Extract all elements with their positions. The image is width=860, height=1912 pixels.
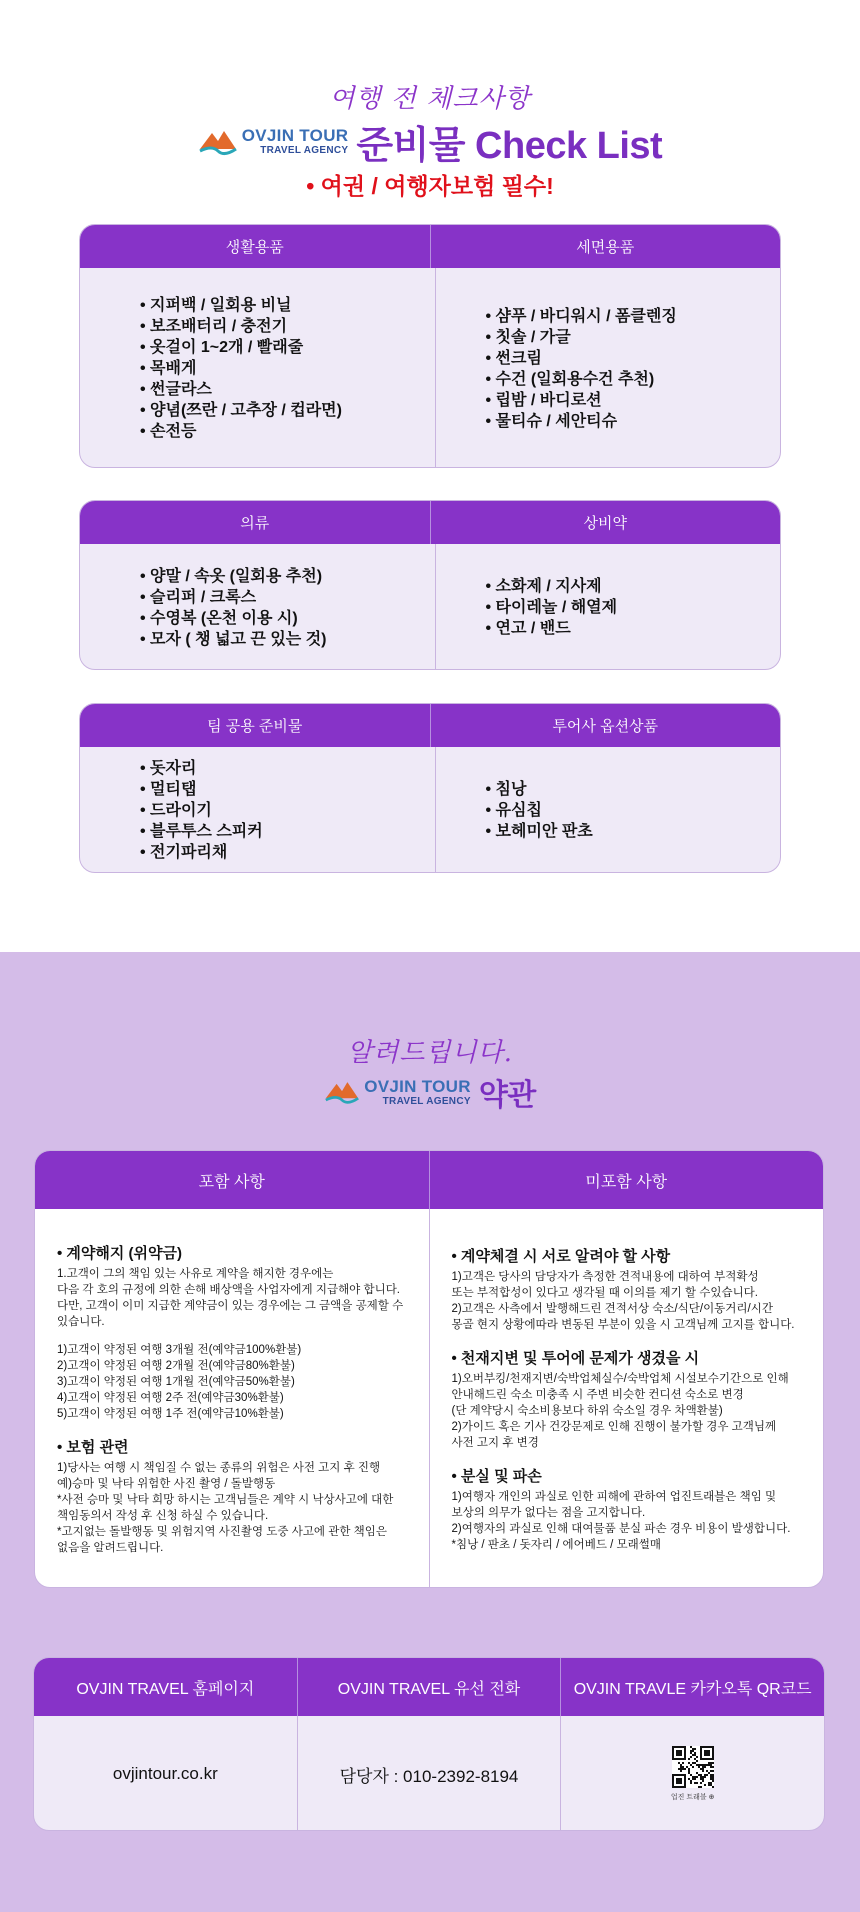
terms-line: 사전 고지 후 변경	[451, 1437, 539, 1449]
checklist-column-header: 상비약	[430, 501, 781, 544]
terms-line: 다만, 고객이 이미 지급한 계약금이 있는 경우에는 그 금액을 공제할 수	[57, 1300, 404, 1312]
checklist-script-title: 여행 전 체크사항	[329, 84, 531, 114]
checklist-brand-row	[0, 114, 860, 169]
checklist-item: • 립밤 / 바디로션	[486, 390, 677, 411]
phone-header: OVJIN TRAVEL 유선 전화	[297, 1658, 561, 1716]
checklist-items	[486, 779, 593, 842]
terms-line: *침낭 / 판초 / 돗자리 / 에어베드 / 모래썰매	[451, 1539, 661, 1551]
contact-table	[33, 1657, 825, 1831]
terms-line: (단 계약당시 숙소비용보다 하위 숙소일 경우 차액환불)	[451, 1405, 723, 1417]
checklist-column-header: 팀 공용 준비물	[207, 718, 303, 735]
qr-caption: 업진 트래블 ⊕	[670, 1794, 715, 1801]
checklist-table	[79, 500, 781, 670]
terms-line: 2)여행자의 과실로 인해 대여물품 분실 파손 경우 비용이 발생합니다.	[451, 1523, 791, 1535]
checklist-item: • 샴푸 / 바디워시 / 폼클렌징	[486, 306, 677, 327]
terms-line: *사전 승마 및 낙타 희망 하시는 고객님들은 계약 시 낙상사고에 대한	[57, 1494, 394, 1506]
checklist-item: • 수영복 (온천 이용 시)	[140, 608, 326, 629]
checklist-items	[140, 295, 342, 442]
included-header: 포함 사항	[198, 1173, 265, 1191]
terms-brand-row	[0, 1070, 860, 1114]
terms-line: 1)오버부킹/천재지변/숙박업체실수/숙박업체 시설보수기간으로 인해	[451, 1373, 789, 1385]
checklist-item: • 수건 (일회용수건 추천)	[486, 369, 677, 390]
checklist-item: • 물티슈 / 세안티슈	[486, 411, 677, 432]
logo-sub-text: TRAVEL AGENCY	[260, 145, 349, 156]
terms-section-title: • 계약체결 시 서로 알려야 할 사항	[452, 1245, 802, 1266]
checklist-item: • 양념(쯔란 / 고추장 / 컵라면)	[140, 400, 342, 421]
checklist-item: • 소화제 / 지사제	[486, 576, 618, 597]
checklist-column	[80, 268, 435, 468]
checklist-column	[80, 747, 435, 873]
kakao-qr-header: OVJIN TRAVLE 카카오톡 QR코드	[560, 1658, 824, 1716]
checklist-item: • 돗자리	[140, 758, 263, 779]
logo-main-text: OVJIN TOUR	[241, 126, 349, 145]
terms-line: 안내해드린 숙소 미충족 시 주변 비슷한 컨디션 숙소로 변경	[451, 1389, 744, 1401]
checklist-item: • 블루투스 스피커	[140, 821, 263, 842]
terms-line: 책임동의서 작성 후 신청 하실 수 있습니다.	[57, 1510, 269, 1522]
terms-line: 또는 부적합성이 있다고 생각될 때 이의를 제기 할 수있습니다.	[451, 1287, 758, 1299]
terms-line: 2)가이드 혹은 기사 건강문제로 인해 진행이 불가할 경우 고객님께	[451, 1421, 777, 1433]
website-header: OVJIN TRAVEL 홈페이지	[76, 1680, 255, 1698]
checklist-items	[140, 566, 326, 650]
checklist-item: • 목배게	[140, 358, 342, 379]
checklist-item: • 멀티탭	[140, 779, 263, 800]
checklist-item: • 지퍼백 / 일회용 비닐	[140, 295, 342, 316]
included-column	[35, 1209, 429, 1588]
checklist-item: • 침낭	[486, 779, 593, 800]
checklist-item: • 양말 / 속옷 (일회용 추천)	[140, 566, 326, 587]
checklist-column-header: 생활용품	[225, 239, 284, 256]
terms-title: 약관	[478, 1079, 536, 1112]
checklist-section	[0, 0, 860, 952]
terms-section-title: • 분실 및 파손	[452, 1465, 802, 1486]
checklist-column-header: 의류	[240, 515, 270, 532]
checklist-item: • 손전등	[140, 421, 342, 442]
checklist-title: 준비물 Check List	[356, 125, 663, 167]
terms-line: 1)여행자 개인의 과실로 인한 피해에 관하여 업진트래블은 책임 및	[451, 1491, 777, 1503]
checklist-items	[486, 576, 618, 639]
terms-line: 2)고객이 약정된 여행 2개월 전(예약금80%환불)	[57, 1360, 295, 1372]
checklist-column	[80, 544, 435, 670]
terms-line: 5)고객이 약정된 여행 1주 전(예약금10%환불)	[57, 1408, 284, 1420]
terms-section-title: • 계약해지 (위약금)	[57, 1242, 407, 1263]
terms-line: 1)고객은 당사의 담당자가 측정한 견적내용에 대하여 부적확성	[451, 1271, 759, 1283]
checklist-item: • 보헤미안 판초	[486, 821, 593, 842]
checklist-items	[486, 306, 677, 432]
terms-line: 다음 각 호의 규정에 의한 손해 배상액을 사업자에게 지급해야 합니다.	[57, 1284, 400, 1296]
terms-line: *고지없는 돌발행동 및 위험지역 사진촬영 도중 사고에 관한 책임은	[57, 1526, 387, 1538]
checklist-item: • 모자 ( 챙 넓고 끈 있는 것)	[140, 629, 326, 650]
terms-line: 4)고객이 약정된 여행 2주 전(예약금30%환불)	[57, 1392, 284, 1404]
checklist-column-header: 투어사 옵션상품	[430, 704, 781, 747]
checklist-items	[140, 758, 263, 863]
terms-line: 1)당사는 여행 시 책임질 수 없는 종류의 위험은 사전 고지 후 진행	[57, 1462, 381, 1474]
checklist-item: • 옷걸이 1~2개 / 빨래줄	[140, 337, 342, 358]
terms-line: 예)승마 및 낙타 위험한 사진 촬영 / 돌발행동	[57, 1478, 276, 1490]
terms-script-title: 알려드립니다.	[347, 1038, 513, 1068]
passport-insurance-warning: • 여권 / 여행자보험 필수!	[306, 173, 554, 199]
qr-code-icon[interactable]	[672, 1746, 714, 1788]
terms-line	[57, 1330, 407, 1342]
terms-line: 2)고객은 사측에서 발행해드린 견적서상 숙소/식단/이동거리/시간	[451, 1303, 773, 1315]
terms-line: 없음을 알려드립니다.	[57, 1542, 164, 1554]
checklist-table	[79, 703, 781, 873]
excluded-header: 미포함 사항	[429, 1151, 824, 1209]
checklist-item: • 보조배터리 / 충전기	[140, 316, 342, 337]
excluded-column	[429, 1209, 824, 1588]
terms-line: 3)고객이 약정된 여행 1개월 전(예약금50%환불)	[57, 1376, 295, 1388]
logo-main-text: OVJIN TOUR	[364, 1076, 471, 1096]
checklist-item: • 유심칩	[486, 800, 593, 821]
checklist-table	[79, 224, 781, 468]
checklist-item: • 슬리퍼 / 크록스	[140, 587, 326, 608]
logo-sub-text: TRAVEL AGENCY	[382, 1095, 471, 1107]
checklist-column	[435, 747, 781, 873]
checklist-item: • 타이레놀 / 해열제	[486, 597, 618, 618]
terms-section-title: • 천재지변 및 투어에 문제가 생겼을 시	[452, 1347, 802, 1368]
website-link[interactable]: ovjintour.co.kr	[112, 1764, 218, 1783]
checklist-item: • 연고 / 밴드	[486, 618, 618, 639]
checklist-item: • 드라이기	[140, 800, 263, 821]
kakao-qr-cell	[560, 1716, 824, 1831]
ovjin-logo	[324, 1078, 471, 1107]
terms-table	[34, 1150, 824, 1588]
terms-line: 1.고객이 그의 책임 있는 사유로 계약을 해지한 경우에는	[57, 1268, 334, 1280]
terms-line: 1)고객이 약정된 여행 3개월 전(예약금100%환불)	[57, 1344, 302, 1356]
phone-number[interactable]: 담당자 : 010-2392-8194	[297, 1716, 561, 1831]
terms-section-title: • 보험 관련	[57, 1436, 407, 1457]
checklist-item: • 칫솔 / 가글	[486, 327, 677, 348]
terms-line: 보상의 의무가 없다는 점을 고지합니다.	[451, 1507, 646, 1519]
mountain-logo-icon	[198, 127, 238, 157]
checklist-column	[435, 268, 781, 468]
checklist-column	[435, 544, 781, 670]
terms-line: 몽골 현지 상황에따라 변동된 부분이 있을 시 고객님께 고지를 합니다.	[451, 1319, 795, 1331]
checklist-column-header: 세면용품	[430, 225, 781, 268]
mountain-logo-icon	[324, 1078, 360, 1106]
checklist-item: • 썬글라스	[140, 379, 342, 400]
checklist-item: • 전기파리채	[140, 842, 263, 863]
terms-line: 있습니다.	[57, 1316, 105, 1328]
ovjin-logo	[198, 127, 349, 157]
checklist-item: • 썬크림	[486, 348, 677, 369]
